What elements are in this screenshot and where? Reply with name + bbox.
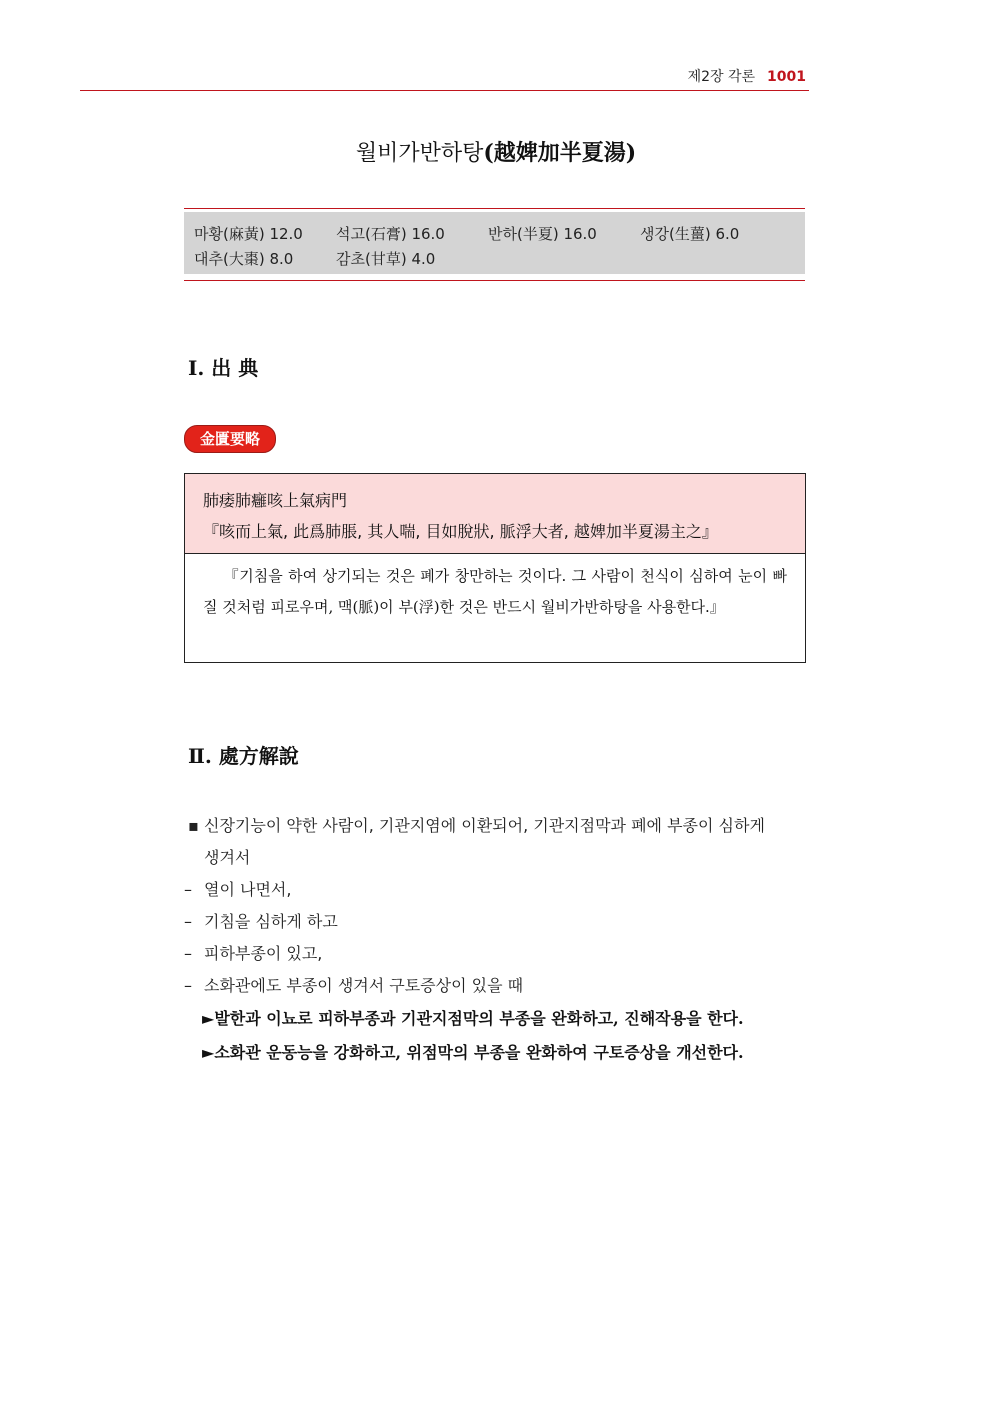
source-original-text <box>185 474 805 554</box>
ingredients-panel <box>184 212 805 274</box>
dash-item-text: 기침을 심하게 하고 <box>204 912 338 931</box>
ingredient-item: 생강(生薑) 6.0 <box>640 225 740 243</box>
dash-item <box>184 909 338 932</box>
chapter-label: 제2장 각론 <box>687 69 756 85</box>
bullet-icon: ▪ <box>188 816 199 835</box>
effect-item <box>202 1006 744 1029</box>
effect-text: 발한과 이뇨로 피하부종과 기관지점막의 부종을 완화하고, 진해작용을 한다. <box>214 1009 744 1028</box>
page-number: 1001 <box>767 69 806 85</box>
ingredient-item: 마황(麻黃) 12.0 <box>194 225 303 243</box>
section-heading-explanation: Ⅱ. 處方解說 <box>188 744 299 768</box>
title-korean: 월비가반하탕 <box>355 141 484 166</box>
ingredient-item: 반하(半夏) 16.0 <box>488 225 597 243</box>
effect-text: 소화관 운동능을 강화하고, 위점막의 부종을 완화하여 구토증상을 개선한다. <box>214 1043 744 1062</box>
source-quote-box <box>184 473 806 663</box>
source-translation <box>203 561 787 623</box>
source-quote: 『咳而上氣, 此爲肺脹, 其人喘, 目如脫狀, 脈浮大者, 越婢加半夏湯主之』 <box>203 522 718 541</box>
page-header <box>688 66 806 86</box>
ingredient-item: 석고(石膏) 16.0 <box>336 225 445 243</box>
dash-item <box>184 941 322 964</box>
dash-item-text: 피하부종이 있고, <box>204 944 323 963</box>
dash-icon: – <box>184 976 192 995</box>
triangle-arrow-icon: ► <box>202 1009 215 1028</box>
title-hanja: (越婢加半夏湯) <box>483 140 637 166</box>
triangle-arrow-icon: ► <box>202 1043 215 1062</box>
dash-icon: – <box>184 912 192 931</box>
header-rule <box>80 90 809 91</box>
dash-item-text: 열이 나면서, <box>204 880 292 899</box>
section-heading-source: Ⅰ. 出 典 <box>188 356 259 380</box>
ingredient-item: 감초(甘草) 4.0 <box>336 250 436 268</box>
bullet-item <box>188 813 765 836</box>
dash-item-text: 소화관에도 부종이 생겨서 구토증상이 있을 때 <box>204 976 524 995</box>
source-badge: 金匱要略 <box>184 425 276 453</box>
dash-item <box>184 877 291 900</box>
dash-icon: – <box>184 880 192 899</box>
ingredients-box <box>184 208 805 281</box>
bullet-text: 신장기능이 약한 사람이, 기관지염에 이환되어, 기관지점막과 폐에 부종이 심하게 <box>204 816 765 835</box>
ingredient-item: 대추(大棗) 8.0 <box>194 250 294 268</box>
effect-item <box>202 1040 744 1063</box>
translation-text: 『기침을 하여 상기되는 것은 폐가 창만하는 것이다. 그 사람이 천식이 심하여 눈이 빠질 것처럼 피로우며, 맥(脈)이 부(浮)한 것은 반드시 월비가반하탕을 사용한다.』 <box>203 567 787 616</box>
bullet-continuation: 생겨서 <box>204 848 251 867</box>
source-chapter: 肺痿肺癰咳上氣病門 <box>203 491 348 510</box>
dash-icon: – <box>184 944 192 963</box>
dash-item <box>184 973 523 996</box>
prescription-title <box>184 136 808 167</box>
